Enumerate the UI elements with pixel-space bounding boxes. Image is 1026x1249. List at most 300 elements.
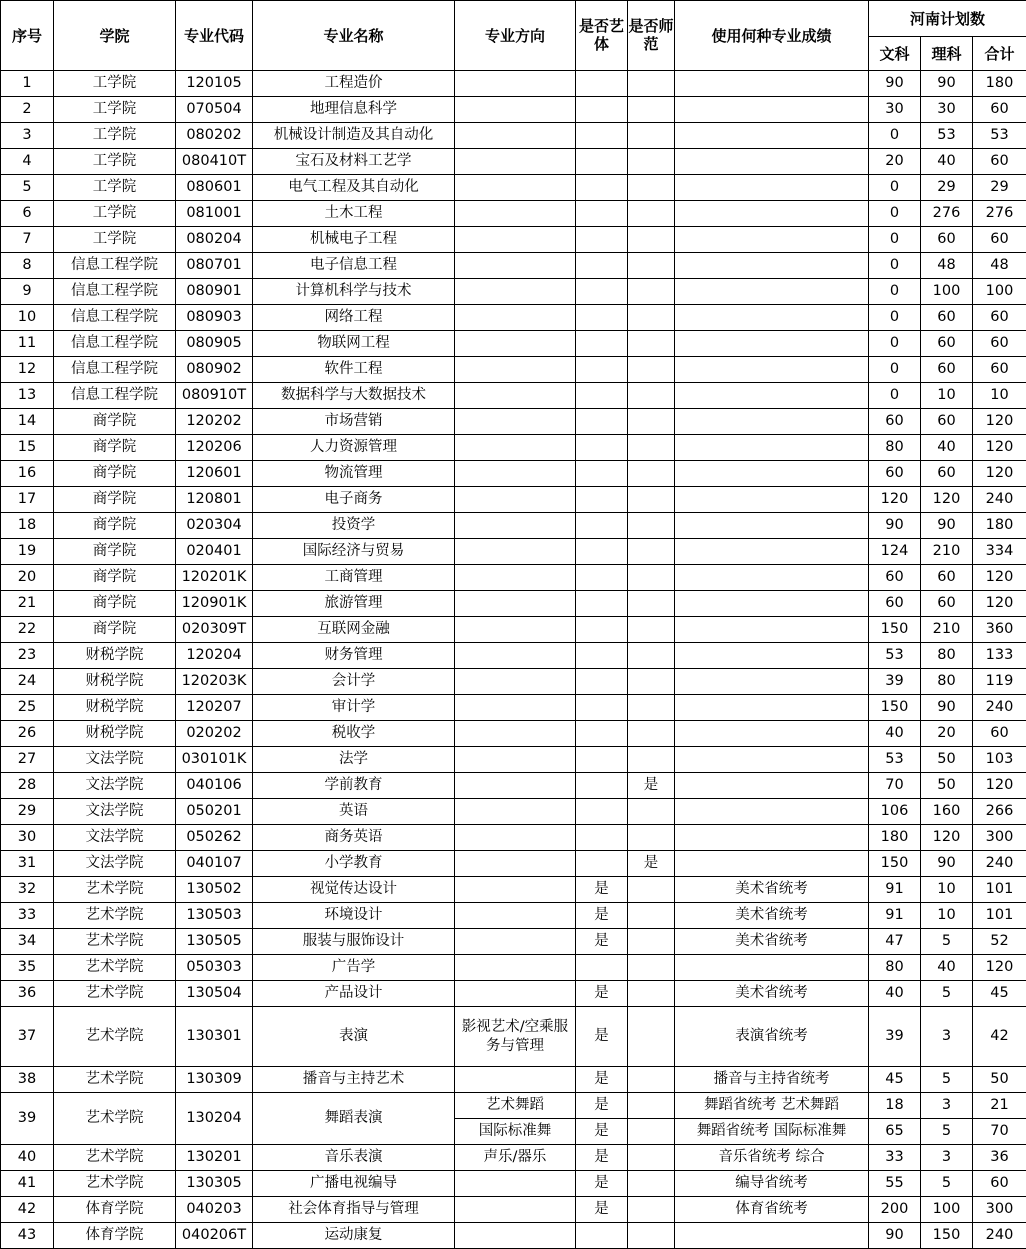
cell-is-normal xyxy=(628,981,675,1007)
cell-is-normal xyxy=(628,799,675,825)
cell-score-type: 美术省统考 xyxy=(675,903,869,929)
table-row xyxy=(1,1223,1026,1249)
header-seq: 序号 xyxy=(1,1,54,71)
table-row xyxy=(1,1145,1026,1171)
cell-arts: 0 xyxy=(869,227,921,253)
cell-seq: 33 xyxy=(1,903,54,929)
cell-arts: 18 xyxy=(869,1093,921,1119)
cell-is-normal xyxy=(628,539,675,565)
cell-score-type: 美术省统考 xyxy=(675,877,869,903)
cell-college: 艺术学院 xyxy=(54,981,176,1007)
cell-is-art xyxy=(576,1223,628,1249)
cell-science: 60 xyxy=(921,357,973,383)
cell-total: 60 xyxy=(973,305,1026,331)
cell-total: 48 xyxy=(973,253,1026,279)
cell-is-art: 是 xyxy=(576,1145,628,1171)
cell-direction xyxy=(455,773,576,799)
cell-seq: 7 xyxy=(1,227,54,253)
cell-code: 080410T xyxy=(176,149,253,175)
cell-score-type xyxy=(675,175,869,201)
cell-score-type xyxy=(675,851,869,877)
cell-total: 360 xyxy=(973,617,1026,643)
cell-is-art xyxy=(576,617,628,643)
table-row xyxy=(1,1093,1026,1119)
header-score-type: 使用何种专业成绩 xyxy=(675,1,869,71)
cell-major-name: 会计学 xyxy=(253,669,455,695)
cell-college: 文法学院 xyxy=(54,773,176,799)
cell-score-type xyxy=(675,695,869,721)
cell-is-art xyxy=(576,253,628,279)
cell-is-normal xyxy=(628,487,675,513)
cell-major-name: 音乐表演 xyxy=(253,1145,455,1171)
cell-is-normal xyxy=(628,253,675,279)
cell-science: 40 xyxy=(921,955,973,981)
cell-is-normal xyxy=(628,461,675,487)
cell-is-normal xyxy=(628,591,675,617)
cell-major-name: 广播电视编导 xyxy=(253,1171,455,1197)
cell-code: 130204 xyxy=(176,1093,253,1145)
cell-total: 120 xyxy=(973,435,1026,461)
cell-direction xyxy=(455,1197,576,1223)
table-row xyxy=(1,435,1026,461)
cell-college: 艺术学院 xyxy=(54,903,176,929)
cell-science: 90 xyxy=(921,695,973,721)
cell-is-art: 是 xyxy=(576,903,628,929)
header-major-name: 专业名称 xyxy=(253,1,455,71)
cell-code: 120105 xyxy=(176,71,253,97)
cell-major-name: 运动康复 xyxy=(253,1223,455,1249)
cell-major-name: 电子信息工程 xyxy=(253,253,455,279)
cell-is-art xyxy=(576,435,628,461)
cell-seq: 23 xyxy=(1,643,54,669)
cell-score-type xyxy=(675,773,869,799)
cell-major-name: 英语 xyxy=(253,799,455,825)
cell-major-name: 审计学 xyxy=(253,695,455,721)
cell-seq: 41 xyxy=(1,1171,54,1197)
cell-total: 240 xyxy=(973,1223,1026,1249)
cell-direction xyxy=(455,227,576,253)
cell-total: 240 xyxy=(973,851,1026,877)
cell-direction xyxy=(455,955,576,981)
cell-is-normal xyxy=(628,903,675,929)
cell-is-normal xyxy=(628,1145,675,1171)
cell-is-normal xyxy=(628,331,675,357)
cell-direction xyxy=(455,539,576,565)
cell-arts: 90 xyxy=(869,71,921,97)
cell-major-name: 国际经济与贸易 xyxy=(253,539,455,565)
cell-total: 120 xyxy=(973,591,1026,617)
table-header xyxy=(1,1,1026,71)
header-plan-group: 河南计划数 xyxy=(869,1,1026,37)
cell-major-name: 互联网金融 xyxy=(253,617,455,643)
cell-college: 商学院 xyxy=(54,461,176,487)
table-row xyxy=(1,487,1026,513)
table-row xyxy=(1,357,1026,383)
cell-score-type xyxy=(675,513,869,539)
cell-is-normal xyxy=(628,617,675,643)
cell-science: 120 xyxy=(921,487,973,513)
cell-is-art xyxy=(576,487,628,513)
cell-is-art xyxy=(576,721,628,747)
cell-direction xyxy=(455,1223,576,1249)
cell-code: 130505 xyxy=(176,929,253,955)
cell-total: 60 xyxy=(973,331,1026,357)
cell-arts: 30 xyxy=(869,97,921,123)
cell-arts: 40 xyxy=(869,721,921,747)
cell-direction xyxy=(455,981,576,1007)
cell-total: 70 xyxy=(973,1119,1026,1145)
cell-college: 信息工程学院 xyxy=(54,279,176,305)
cell-seq: 34 xyxy=(1,929,54,955)
cell-direction xyxy=(455,149,576,175)
cell-arts: 200 xyxy=(869,1197,921,1223)
cell-direction xyxy=(455,643,576,669)
cell-total: 42 xyxy=(973,1007,1026,1067)
cell-score-type xyxy=(675,71,869,97)
cell-major-name: 小学教育 xyxy=(253,851,455,877)
cell-is-art xyxy=(576,955,628,981)
cell-code: 080910T xyxy=(176,383,253,409)
cell-seq: 14 xyxy=(1,409,54,435)
cell-arts: 80 xyxy=(869,435,921,461)
cell-total: 240 xyxy=(973,487,1026,513)
cell-seq: 2 xyxy=(1,97,54,123)
cell-direction xyxy=(455,331,576,357)
table-row xyxy=(1,253,1026,279)
cell-seq: 42 xyxy=(1,1197,54,1223)
cell-major-name: 旅游管理 xyxy=(253,591,455,617)
cell-science: 40 xyxy=(921,435,973,461)
cell-total: 60 xyxy=(973,357,1026,383)
cell-score-type: 表演省统考 xyxy=(675,1007,869,1067)
cell-code: 040107 xyxy=(176,851,253,877)
cell-code: 120203K xyxy=(176,669,253,695)
cell-major-name: 计算机科学与技术 xyxy=(253,279,455,305)
cell-is-art xyxy=(576,331,628,357)
cell-score-type xyxy=(675,669,869,695)
cell-major-name: 环境设计 xyxy=(253,903,455,929)
cell-arts: 40 xyxy=(869,981,921,1007)
cell-college: 艺术学院 xyxy=(54,1067,176,1093)
cell-code: 130504 xyxy=(176,981,253,1007)
cell-direction xyxy=(455,487,576,513)
cell-arts: 33 xyxy=(869,1145,921,1171)
cell-is-art xyxy=(576,799,628,825)
cell-direction xyxy=(455,565,576,591)
cell-science: 100 xyxy=(921,279,973,305)
table-row xyxy=(1,1067,1026,1093)
cell-direction xyxy=(455,71,576,97)
cell-score-type: 美术省统考 xyxy=(675,929,869,955)
cell-seq: 16 xyxy=(1,461,54,487)
cell-is-art xyxy=(576,383,628,409)
cell-is-art xyxy=(576,357,628,383)
cell-seq: 38 xyxy=(1,1067,54,1093)
table-row xyxy=(1,825,1026,851)
cell-total: 300 xyxy=(973,1197,1026,1223)
cell-is-normal xyxy=(628,1171,675,1197)
cell-college: 艺术学院 xyxy=(54,1093,176,1145)
table-body xyxy=(1,71,1026,1249)
cell-seq: 10 xyxy=(1,305,54,331)
cell-is-art xyxy=(576,123,628,149)
cell-score-type xyxy=(675,279,869,305)
cell-total: 52 xyxy=(973,929,1026,955)
table-row xyxy=(1,149,1026,175)
cell-college: 文法学院 xyxy=(54,799,176,825)
cell-code: 120901K xyxy=(176,591,253,617)
cell-major-name: 电子商务 xyxy=(253,487,455,513)
cell-score-type xyxy=(675,825,869,851)
cell-arts: 106 xyxy=(869,799,921,825)
cell-total: 120 xyxy=(973,409,1026,435)
cell-score-type: 播音与主持省统考 xyxy=(675,1067,869,1093)
cell-science: 60 xyxy=(921,565,973,591)
table-row xyxy=(1,305,1026,331)
cell-science: 10 xyxy=(921,903,973,929)
cell-direction xyxy=(455,305,576,331)
cell-direction xyxy=(455,721,576,747)
cell-is-normal xyxy=(628,1093,675,1119)
table-row xyxy=(1,409,1026,435)
cell-is-normal xyxy=(628,149,675,175)
cell-direction xyxy=(455,1067,576,1093)
table-row xyxy=(1,1197,1026,1223)
cell-direction xyxy=(455,253,576,279)
cell-total: 101 xyxy=(973,877,1026,903)
cell-college: 体育学院 xyxy=(54,1197,176,1223)
cell-code: 130502 xyxy=(176,877,253,903)
cell-code: 120207 xyxy=(176,695,253,721)
cell-major-name: 社会体育指导与管理 xyxy=(253,1197,455,1223)
cell-code: 030101K xyxy=(176,747,253,773)
table-row xyxy=(1,799,1026,825)
cell-is-normal xyxy=(628,877,675,903)
table-row xyxy=(1,227,1026,253)
cell-direction xyxy=(455,461,576,487)
table-row xyxy=(1,669,1026,695)
cell-score-type xyxy=(675,149,869,175)
cell-direction: 国际标准舞 xyxy=(455,1119,576,1145)
cell-is-art xyxy=(576,513,628,539)
cell-direction xyxy=(455,669,576,695)
cell-is-art xyxy=(576,201,628,227)
cell-science: 60 xyxy=(921,591,973,617)
cell-score-type xyxy=(675,305,869,331)
cell-total: 50 xyxy=(973,1067,1026,1093)
cell-seq: 35 xyxy=(1,955,54,981)
cell-arts: 150 xyxy=(869,617,921,643)
cell-major-name: 舞蹈表演 xyxy=(253,1093,455,1145)
cell-major-name: 服装与服饰设计 xyxy=(253,929,455,955)
cell-direction xyxy=(455,747,576,773)
cell-direction xyxy=(455,175,576,201)
cell-seq: 30 xyxy=(1,825,54,851)
cell-science: 20 xyxy=(921,721,973,747)
cell-code: 130201 xyxy=(176,1145,253,1171)
cell-is-art xyxy=(576,539,628,565)
cell-is-art xyxy=(576,669,628,695)
cell-arts: 150 xyxy=(869,851,921,877)
cell-score-type xyxy=(675,227,869,253)
cell-science: 150 xyxy=(921,1223,973,1249)
cell-arts: 90 xyxy=(869,1223,921,1249)
cell-major-name: 广告学 xyxy=(253,955,455,981)
cell-total: 119 xyxy=(973,669,1026,695)
cell-science: 3 xyxy=(921,1145,973,1171)
cell-total: 101 xyxy=(973,903,1026,929)
table-row xyxy=(1,201,1026,227)
table-row xyxy=(1,695,1026,721)
cell-seq: 11 xyxy=(1,331,54,357)
cell-seq: 17 xyxy=(1,487,54,513)
cell-score-type xyxy=(675,97,869,123)
cell-seq: 19 xyxy=(1,539,54,565)
cell-science: 90 xyxy=(921,851,973,877)
cell-total: 120 xyxy=(973,773,1026,799)
cell-code: 040106 xyxy=(176,773,253,799)
cell-seq: 3 xyxy=(1,123,54,149)
cell-major-name: 投资学 xyxy=(253,513,455,539)
cell-seq: 32 xyxy=(1,877,54,903)
cell-code: 120801 xyxy=(176,487,253,513)
cell-score-type: 编导省统考 xyxy=(675,1171,869,1197)
cell-arts: 0 xyxy=(869,279,921,305)
cell-code: 040203 xyxy=(176,1197,253,1223)
cell-is-art: 是 xyxy=(576,1171,628,1197)
cell-college: 财税学院 xyxy=(54,669,176,695)
cell-is-art xyxy=(576,643,628,669)
cell-seq: 28 xyxy=(1,773,54,799)
cell-is-normal xyxy=(628,227,675,253)
cell-arts: 20 xyxy=(869,149,921,175)
table-row xyxy=(1,279,1026,305)
cell-science: 160 xyxy=(921,799,973,825)
cell-is-normal xyxy=(628,1067,675,1093)
cell-total: 60 xyxy=(973,227,1026,253)
cell-major-name: 机械设计制造及其自动化 xyxy=(253,123,455,149)
cell-college: 信息工程学院 xyxy=(54,253,176,279)
cell-science: 60 xyxy=(921,461,973,487)
cell-score-type xyxy=(675,747,869,773)
cell-code: 120206 xyxy=(176,435,253,461)
cell-code: 080905 xyxy=(176,331,253,357)
cell-is-normal xyxy=(628,71,675,97)
cell-science: 48 xyxy=(921,253,973,279)
cell-college: 艺术学院 xyxy=(54,929,176,955)
cell-is-normal xyxy=(628,409,675,435)
cell-is-normal xyxy=(628,565,675,591)
cell-is-art xyxy=(576,565,628,591)
cell-major-name: 物流管理 xyxy=(253,461,455,487)
cell-score-type xyxy=(675,591,869,617)
cell-total: 36 xyxy=(973,1145,1026,1171)
cell-is-normal xyxy=(628,1119,675,1145)
cell-score-type: 体育省统考 xyxy=(675,1197,869,1223)
cell-seq: 22 xyxy=(1,617,54,643)
cell-code: 120202 xyxy=(176,409,253,435)
cell-college: 工学院 xyxy=(54,201,176,227)
cell-is-art: 是 xyxy=(576,1093,628,1119)
cell-arts: 39 xyxy=(869,669,921,695)
header-arts: 文科 xyxy=(869,37,921,71)
cell-score-type xyxy=(675,539,869,565)
cell-arts: 0 xyxy=(869,357,921,383)
cell-arts: 124 xyxy=(869,539,921,565)
cell-science: 5 xyxy=(921,1119,973,1145)
cell-direction xyxy=(455,279,576,305)
cell-arts: 91 xyxy=(869,877,921,903)
cell-is-art: 是 xyxy=(576,877,628,903)
cell-score-type: 美术省统考 xyxy=(675,981,869,1007)
cell-is-normal xyxy=(628,435,675,461)
cell-is-art xyxy=(576,591,628,617)
cell-college: 文法学院 xyxy=(54,851,176,877)
cell-total: 276 xyxy=(973,201,1026,227)
cell-is-art xyxy=(576,825,628,851)
cell-seq: 6 xyxy=(1,201,54,227)
cell-direction xyxy=(455,97,576,123)
cell-college: 工学院 xyxy=(54,123,176,149)
cell-is-art xyxy=(576,149,628,175)
cell-science: 10 xyxy=(921,383,973,409)
cell-code: 120601 xyxy=(176,461,253,487)
cell-direction xyxy=(455,617,576,643)
cell-score-type xyxy=(675,383,869,409)
cell-arts: 80 xyxy=(869,955,921,981)
cell-seq: 15 xyxy=(1,435,54,461)
cell-science: 5 xyxy=(921,1067,973,1093)
cell-is-normal xyxy=(628,513,675,539)
cell-score-type xyxy=(675,331,869,357)
cell-code: 130305 xyxy=(176,1171,253,1197)
table-row xyxy=(1,591,1026,617)
cell-direction xyxy=(455,877,576,903)
cell-score-type xyxy=(675,123,869,149)
header-science: 理科 xyxy=(921,37,973,71)
cell-is-normal xyxy=(628,669,675,695)
cell-is-art xyxy=(576,695,628,721)
cell-arts: 120 xyxy=(869,487,921,513)
cell-arts: 180 xyxy=(869,825,921,851)
header-is-art: 是否艺体 xyxy=(576,1,628,71)
cell-seq: 40 xyxy=(1,1145,54,1171)
cell-science: 5 xyxy=(921,929,973,955)
cell-is-art xyxy=(576,227,628,253)
cell-score-type: 舞蹈省统考 国际标准舞 xyxy=(675,1119,869,1145)
cell-direction xyxy=(455,1171,576,1197)
cell-science: 80 xyxy=(921,669,973,695)
cell-code: 020401 xyxy=(176,539,253,565)
cell-seq: 31 xyxy=(1,851,54,877)
cell-is-normal xyxy=(628,383,675,409)
cell-direction xyxy=(455,799,576,825)
cell-is-normal xyxy=(628,201,675,227)
cell-science: 10 xyxy=(921,877,973,903)
cell-major-name: 软件工程 xyxy=(253,357,455,383)
cell-college: 工学院 xyxy=(54,175,176,201)
cell-arts: 60 xyxy=(869,409,921,435)
cell-is-art: 是 xyxy=(576,981,628,1007)
cell-is-normal xyxy=(628,97,675,123)
cell-seq: 8 xyxy=(1,253,54,279)
cell-score-type xyxy=(675,461,869,487)
cell-total: 21 xyxy=(973,1093,1026,1119)
cell-major-name: 视觉传达设计 xyxy=(253,877,455,903)
table-row xyxy=(1,331,1026,357)
cell-college: 商学院 xyxy=(54,591,176,617)
cell-arts: 70 xyxy=(869,773,921,799)
